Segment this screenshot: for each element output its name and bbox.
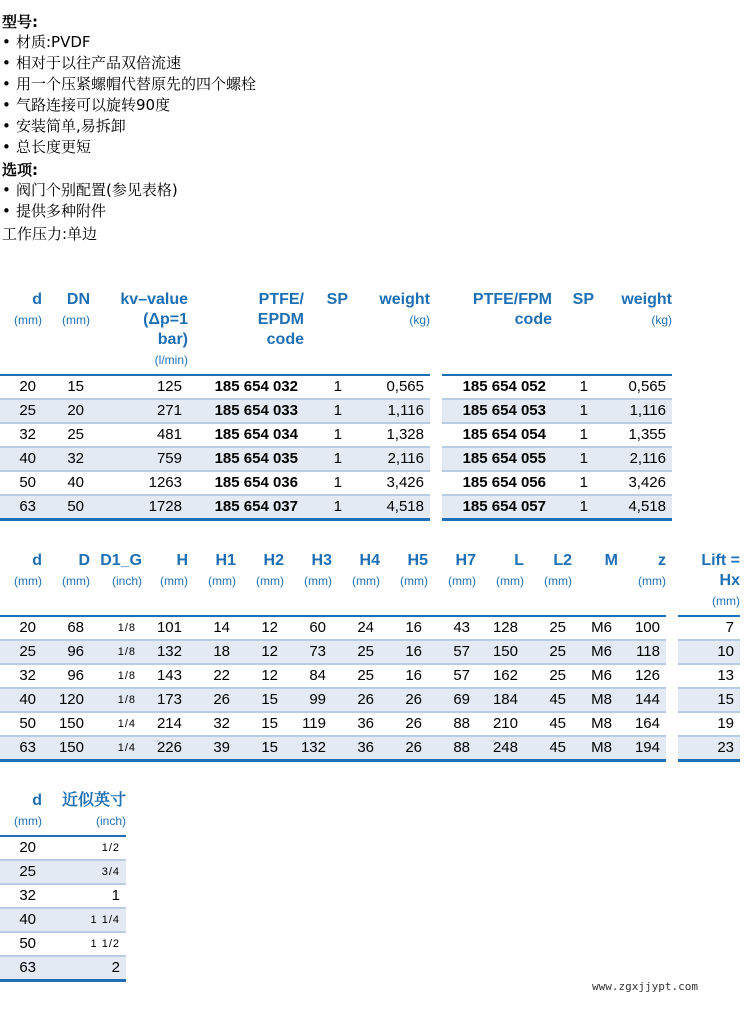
column-header: d (mm): [0, 791, 42, 837]
table-cell: 185 654 054: [442, 424, 552, 448]
table-row: [0, 885, 126, 909]
table-cell: 57: [428, 641, 476, 665]
table-cell: 185 654 053: [442, 400, 552, 424]
table-cell: 15: [236, 713, 284, 737]
column-header: H2 (mm): [236, 551, 284, 617]
table-row: [0, 376, 672, 400]
table-cell: 25: [332, 641, 380, 665]
table-cell: 45: [524, 737, 572, 762]
table-cell: 125: [90, 376, 188, 400]
unit-label: (mm): [638, 574, 666, 588]
table-cell: 3/4: [42, 861, 126, 885]
list-item: • 气路连接可以旋转90度: [2, 96, 171, 114]
table-cell: 0,565: [348, 376, 430, 400]
table-cell: 119: [284, 713, 332, 737]
unit-label: (inch): [111, 574, 142, 588]
table-cell: 118: [618, 641, 666, 665]
table-cell: 15: [42, 376, 90, 400]
table-cell: 185 654 034: [188, 424, 304, 448]
table-cell: 1,116: [348, 400, 430, 424]
table-cell: 22: [188, 665, 236, 689]
table-cell: 25: [0, 861, 42, 885]
table-cell: 1: [552, 472, 594, 496]
table-cell: 194: [618, 737, 666, 762]
table-cell: 100: [618, 617, 666, 641]
table-cell: 1/2: [42, 837, 126, 861]
table-cell: M6: [572, 617, 618, 641]
table-cell: 45: [524, 713, 572, 737]
list-item: • 总长度更短: [2, 138, 92, 156]
unit-label: (l/min): [154, 353, 188, 367]
table-cell: 271: [90, 400, 188, 424]
table-cell: 1728: [90, 496, 188, 521]
table-cell: 69: [428, 689, 476, 713]
column-header: SP: [552, 290, 594, 376]
table-cell: 20: [0, 376, 42, 400]
table-cell: 15: [236, 737, 284, 762]
list-item: • 用一个压紧螺帽代替原先的四个螺栓: [2, 75, 257, 93]
table-cell: 15: [678, 689, 740, 713]
table-cell: 99: [284, 689, 332, 713]
table-cell: 1: [552, 424, 594, 448]
unit-label: (mm): [400, 574, 428, 588]
spacer: [666, 713, 678, 737]
table-cell: 1/4: [90, 713, 142, 737]
column-header: PTFE/ EPDM code: [188, 290, 304, 376]
table-cell: 43: [428, 617, 476, 641]
table-cell: 132: [284, 737, 332, 762]
table-cell: 16: [380, 641, 428, 665]
table-cell: 226: [142, 737, 188, 762]
table-cell: 1: [304, 376, 348, 400]
table-cell: 185 654 036: [188, 472, 304, 496]
table-cell: 1: [304, 448, 348, 472]
unit-label: (inch): [95, 814, 126, 828]
table-cell: 32: [0, 424, 42, 448]
table-cell: 1,328: [348, 424, 430, 448]
table-cell: 150: [476, 641, 524, 665]
column-header: PTFE/FPM code: [442, 290, 552, 376]
list-item: • 材质:PVDF: [2, 33, 91, 51]
unit-label: (mm): [208, 574, 236, 588]
spacer: [666, 617, 678, 641]
table-cell: 2,116: [594, 448, 672, 472]
spacer: [430, 376, 442, 400]
column-header: H1 (mm): [188, 551, 236, 617]
unit-label: (mm): [14, 313, 42, 327]
table-row: [0, 689, 740, 713]
table-cell: 14: [188, 617, 236, 641]
unit-label: (mm): [62, 574, 90, 588]
spacer: [430, 424, 442, 448]
spacer: [430, 448, 442, 472]
table-cell: 68: [42, 617, 90, 641]
table-cell: 759: [90, 448, 188, 472]
table-cell: 25: [524, 641, 572, 665]
table-cell: M8: [572, 713, 618, 737]
unit-label: (mm): [256, 574, 284, 588]
column-header: DN (mm): [42, 290, 90, 376]
table-cell: 214: [142, 713, 188, 737]
column-header: M: [572, 551, 618, 617]
table-cell: 1: [304, 496, 348, 521]
table-cell: 36: [332, 713, 380, 737]
inch-equivalent-table: [0, 791, 126, 982]
table-cell: 15: [236, 689, 284, 713]
spacer: [666, 665, 678, 689]
table-cell: 150: [42, 713, 90, 737]
column-header: Lift = Hx (mm): [678, 551, 740, 617]
table-cell: 12: [236, 665, 284, 689]
table-cell: 32: [0, 885, 42, 909]
table-row: [0, 472, 672, 496]
table-cell: 63: [0, 496, 42, 521]
table-row: [0, 448, 672, 472]
table-row: [0, 641, 740, 665]
unit-label: (mm): [496, 574, 524, 588]
table-cell: 50: [0, 713, 42, 737]
table-cell: 50: [42, 496, 90, 521]
table-cell: 2: [42, 957, 126, 982]
table-cell: 23: [678, 737, 740, 762]
column-header: d (mm): [0, 290, 42, 376]
options-heading: 选项:: [2, 161, 38, 179]
column-header: H5 (mm): [380, 551, 428, 617]
column-header: d (mm): [0, 551, 42, 617]
spacer: [430, 290, 442, 376]
table-row: [0, 665, 740, 689]
table-cell: 1: [552, 376, 594, 400]
table-cell: 7: [678, 617, 740, 641]
table-cell: 40: [42, 472, 90, 496]
table-cell: 0,565: [594, 376, 672, 400]
column-header: H3 (mm): [284, 551, 332, 617]
list-item: • 相对于以往产品双倍流速: [2, 54, 182, 72]
table-cell: 184: [476, 689, 524, 713]
table-cell: 32: [42, 448, 90, 472]
table-cell: M8: [572, 689, 618, 713]
table-cell: 40: [0, 689, 42, 713]
table-cell: 164: [618, 713, 666, 737]
table-cell: 32: [188, 713, 236, 737]
watermark: www.zgxjjypt.com: [592, 980, 698, 993]
table-cell: 3,426: [594, 472, 672, 496]
spacer: [430, 496, 442, 521]
table-cell: 1/8: [90, 665, 142, 689]
table-cell: 18: [188, 641, 236, 665]
table-cell: 1/8: [90, 641, 142, 665]
table-cell: 16: [380, 617, 428, 641]
table-cell: 63: [0, 737, 42, 762]
table-cell: 63: [0, 957, 42, 982]
table-cell: 144: [618, 689, 666, 713]
spacer: [666, 737, 678, 762]
table-cell: 10: [678, 641, 740, 665]
table-cell: 1 1/2: [42, 933, 126, 957]
table-cell: 25: [0, 641, 42, 665]
table-cell: 1: [304, 400, 348, 424]
table-cell: 36: [332, 737, 380, 762]
table-row: [0, 424, 672, 448]
unit-label: (mm): [352, 574, 380, 588]
table-cell: 1/8: [90, 617, 142, 641]
table-cell: 40: [0, 448, 42, 472]
spacer: [666, 641, 678, 665]
column-header: z (mm): [618, 551, 666, 617]
table-cell: 26: [380, 689, 428, 713]
table-cell: 16: [380, 665, 428, 689]
table-cell: 26: [380, 713, 428, 737]
unit-label: (mm): [62, 313, 90, 327]
table-cell: 84: [284, 665, 332, 689]
column-header: L2 (mm): [524, 551, 572, 617]
table-cell: 101: [142, 617, 188, 641]
table-cell: 73: [284, 641, 332, 665]
table-cell: 185 654 055: [442, 448, 552, 472]
table-cell: 1/4: [90, 737, 142, 762]
table-cell: 96: [42, 665, 90, 689]
table-cell: 173: [142, 689, 188, 713]
unit-label: (mm): [448, 574, 476, 588]
table-cell: 26: [380, 737, 428, 762]
table-cell: 1,116: [594, 400, 672, 424]
table-cell: 25: [0, 400, 42, 424]
spacer: [666, 551, 678, 617]
table-cell: 1: [304, 472, 348, 496]
table-cell: 25: [524, 665, 572, 689]
options-list: [2, 180, 742, 222]
table-cell: 1263: [90, 472, 188, 496]
table-row: [0, 957, 126, 982]
table-cell: 39: [188, 737, 236, 762]
table-cell: 24: [332, 617, 380, 641]
table-cell: 481: [90, 424, 188, 448]
column-header: weight (kg): [594, 290, 672, 376]
table-cell: M6: [572, 641, 618, 665]
unit-label: (mm): [160, 574, 188, 588]
table-cell: 4,518: [594, 496, 672, 521]
table-cell: 20: [42, 400, 90, 424]
table-cell: 185 654 057: [442, 496, 552, 521]
spacer: [430, 400, 442, 424]
table-cell: 1: [42, 885, 126, 909]
table-cell: 13: [678, 665, 740, 689]
column-header: SP: [304, 290, 348, 376]
unit-label: (mm): [712, 594, 740, 608]
table-cell: 96: [42, 641, 90, 665]
table-cell: 19: [678, 713, 740, 737]
table-row: [0, 496, 672, 521]
table-cell: 57: [428, 665, 476, 689]
table-cell: 2,116: [348, 448, 430, 472]
table-cell: 26: [188, 689, 236, 713]
column-header: weight (kg): [348, 290, 430, 376]
table-cell: 40: [0, 909, 42, 933]
table-cell: 185 654 037: [188, 496, 304, 521]
table-cell: 4,518: [348, 496, 430, 521]
table-cell: 12: [236, 641, 284, 665]
table-cell: 60: [284, 617, 332, 641]
table-cell: 210: [476, 713, 524, 737]
table-cell: 20: [0, 837, 42, 861]
product-description: [2, 12, 742, 246]
list-item: • 提供多种附件: [2, 202, 107, 220]
table-cell: 248: [476, 737, 524, 762]
table-cell: 185 654 032: [188, 376, 304, 400]
feature-list: [2, 32, 742, 158]
table-cell: 185 654 052: [442, 376, 552, 400]
table-row: [0, 737, 740, 762]
column-header: kv–value (Δp=1 bar) (l/min): [90, 290, 188, 376]
table-cell: 185 654 056: [442, 472, 552, 496]
table-cell: M8: [572, 737, 618, 762]
table-cell: 25: [42, 424, 90, 448]
table-row: [0, 713, 740, 737]
dimensions-table: [0, 551, 740, 762]
table-row: [0, 837, 126, 861]
table-cell: 150: [42, 737, 90, 762]
unit-label: (mm): [304, 574, 332, 588]
unit-label: (mm): [14, 574, 42, 588]
codes-table: [0, 290, 672, 521]
table-cell: 50: [0, 472, 42, 496]
table-cell: 1 1/4: [42, 909, 126, 933]
model-heading: 型号:: [2, 13, 38, 31]
table-cell: 1: [552, 400, 594, 424]
unit-label: (kg): [409, 313, 430, 327]
column-header: H (mm): [142, 551, 188, 617]
table-row: [0, 617, 740, 641]
table-cell: 1: [552, 496, 594, 521]
table-cell: 162: [476, 665, 524, 689]
table-cell: 88: [428, 737, 476, 762]
table-cell: 128: [476, 617, 524, 641]
spacer: [430, 472, 442, 496]
column-header: H7 (mm): [428, 551, 476, 617]
column-header: 近似英寸 (inch): [42, 791, 126, 837]
table-cell: 185 654 035: [188, 448, 304, 472]
table-cell: M6: [572, 665, 618, 689]
spacer: [666, 689, 678, 713]
list-item: • 阀门个别配置(参见表格): [2, 181, 178, 199]
table-cell: 25: [332, 665, 380, 689]
column-header: D (mm): [42, 551, 90, 617]
unit-label: (mm): [544, 574, 572, 588]
table-cell: 45: [524, 689, 572, 713]
table-cell: 1: [304, 424, 348, 448]
table-row: [0, 909, 126, 933]
table-row: [0, 933, 126, 957]
table-cell: 88: [428, 713, 476, 737]
table-cell: 1: [552, 448, 594, 472]
table-cell: 32: [0, 665, 42, 689]
table-cell: 12: [236, 617, 284, 641]
unit-label: (kg): [651, 313, 672, 327]
table-cell: 50: [0, 933, 42, 957]
table-cell: 3,426: [348, 472, 430, 496]
table-cell: 20: [0, 617, 42, 641]
working-pressure: 工作压力:单边: [2, 225, 98, 243]
column-header: H4 (mm): [332, 551, 380, 617]
table-row: [0, 861, 126, 885]
table-cell: 126: [618, 665, 666, 689]
table-cell: 1,355: [594, 424, 672, 448]
table-cell: 26: [332, 689, 380, 713]
table-row: [0, 400, 672, 424]
table-cell: 132: [142, 641, 188, 665]
table-cell: 143: [142, 665, 188, 689]
table-cell: 25: [524, 617, 572, 641]
column-header: D1_G (inch): [90, 551, 142, 617]
table-cell: 120: [42, 689, 90, 713]
list-item: • 安装简单,易拆卸: [2, 117, 126, 135]
unit-label: (mm): [14, 814, 42, 828]
table-cell: 1/8: [90, 689, 142, 713]
column-header: L (mm): [476, 551, 524, 617]
table-cell: 185 654 033: [188, 400, 304, 424]
